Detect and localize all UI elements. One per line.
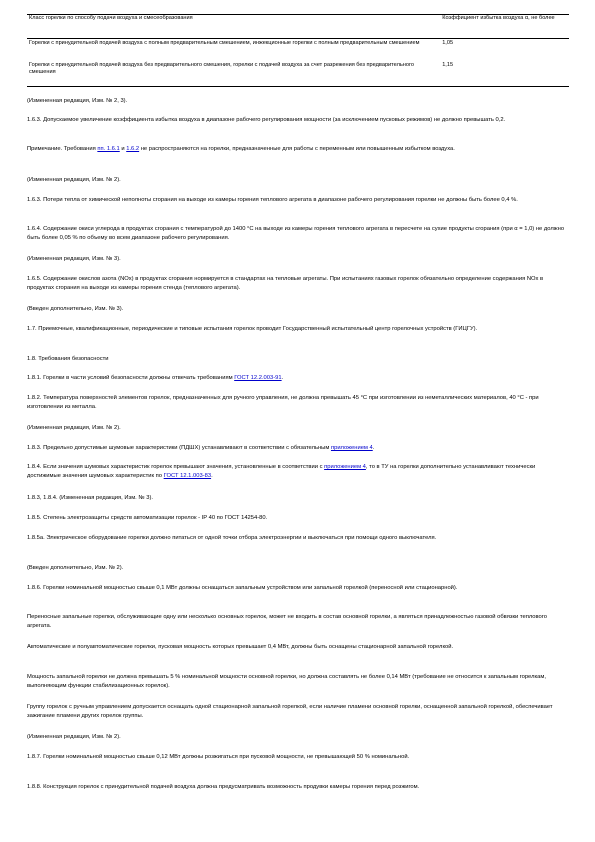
air-excess-table xyxy=(27,14,569,81)
paragraph: 1.6.3. Потери тепла от химической неполноты сгорания на выходе из камеры горения теплового агрегата в диапазоне рабочего регулирования горелки не должны быть более 0,4 %. xyxy=(27,197,518,203)
paragraph: (Измененная редакция, Изм. № 2). xyxy=(27,425,121,431)
paragraph-text: . xyxy=(211,473,213,479)
table-header-class: Класс горелки по способу подачи воздуха и смесеобразования xyxy=(29,15,193,21)
paragraph: 1.8.5. Степень электрозащиты средств автоматизации горелок - IP 40 по ГОСТ 14254-80. xyxy=(27,515,268,521)
note-text: и xyxy=(119,146,127,152)
table-cell-desc: Горелки с принудительной подачей воздуха без предварительного смешения, горелки с подачей воздуха за счет разрежения без предварительного смешения xyxy=(29,62,415,75)
table-row xyxy=(27,61,569,81)
paragraph: 1.8.6. Горелки номинальной мощностью свыше 0,1 МВт должны оснащаться запальным устройством или запальной горелкой (переносной или стационарной). xyxy=(27,585,458,591)
paragraph: (Измененная редакция, Изм. № 3). xyxy=(27,256,121,262)
paragraph: (Измененная редакция, Изм. № 2). xyxy=(27,177,121,183)
table-cell-desc: Горелки с принудительной подачей воздуха с полным предварительным смешением, инжекционные горелки с полным предварительным смешением xyxy=(29,40,420,46)
paragraph-text: . xyxy=(372,445,375,451)
paragraph-text: . xyxy=(281,375,284,381)
paragraph: 1.8.3, 1.8.4. (Измененная редакция, Изм. № 3). xyxy=(27,495,154,501)
paragraph-text: , то в ТУ на горелки дополнительно устанавливают технически достижимые значения шумовых характеристик по xyxy=(27,464,536,479)
paragraph-text: 1.8.4. Если значения шумовых характеристик горелок превышают значения, установленные в соответствии с xyxy=(27,464,325,470)
paragraph: Группу горелок с ручным управлением допускается оснащать одной стационарной запальной горелкой, если наличие пламени основной горелки, оснащенной запальной горелкой, обеспечивает зажигание пламени других горелок группы. xyxy=(27,704,553,719)
paragraph: Автоматические и полуавтоматические горелки, пусковая мощность которых превышает 0,4 МВт, должны быть оснащены стационарной запальной горелкой. xyxy=(27,644,454,650)
paragraph: (Введен дополнительно, Изм. № 2). xyxy=(27,565,124,571)
paragraph-text: 1.8.1. Горелки в части условий безопасности должны отвечать требованиям xyxy=(27,375,235,381)
paragraph: 1.8.8. Конструкция горелок с принудительной подачей воздуха должна предусматривать возможность продувки камеры горения перед розжигом. xyxy=(27,784,420,790)
paragraph: 1.7. Приемочные, квалификационные, периодические и типовые испытания горелок проводит Государственный испытательный центр горелочных устройств (ГИЦГУ). xyxy=(27,326,478,332)
paragraph: 1.6.5. Содержание окислов азота (NOx) в продуктах сгорания нормируется в стандартах на тепловые агрегаты. При испытаниях газовых горелок обязательно определение содержания NOx в продуктах сгорания на выходе из камеры горения стенда (теплового агрегата). xyxy=(27,276,544,291)
paragraph: (Введен дополнительно, Изм. № 3). xyxy=(27,306,124,312)
table-header-row xyxy=(27,14,569,38)
paragraph: Мощность запальной горелки не должна превышать 5 % номинальной мощности основной горелки, но должна составлять не более 0,14 МВт (требование не относится к запальным горелкам, выполняющим функции стабилизационных горелок). xyxy=(27,674,546,689)
paragraph: (Измененная редакция, Изм. № 2). xyxy=(27,734,121,740)
paragraph: 1.8.2. Температура поверхностей элементов горелок, предназначенных для ручного управления, не должна превышать 45 °C при изготовлении из неметаллических материалов, 40 °C - при изготовлении из металла. xyxy=(27,395,539,410)
paragraph: Переносные запальные горелки, обслуживающие одну или несколько основных горелок, может не входить в состав основной горелки, а являться принадлежностью газовой обвязки теплового агрегата. xyxy=(27,614,547,629)
paragraph: (Измененная редакция, Изм. № 2, 3). xyxy=(27,98,128,104)
paragraph xyxy=(27,463,567,481)
table-cell-value: 1,15 xyxy=(442,62,454,68)
note-paragraph xyxy=(27,145,567,154)
paragraph: 1.8.7. Горелки номинальной мощностью свыше 0,12 МВт должны розжигаться при пусковой мощности, не превышающей 50 % номинальной. xyxy=(27,754,410,760)
paragraph: 1.8.5а. Электрическое оборудование горелки должно питаться от одной точки отбора электроэнергии и выключаться при помощи одного выключателя. xyxy=(27,535,437,541)
link-gost-12-2-003[interactable]: ГОСТ 12.2.003-91 xyxy=(234,375,282,381)
paragraph xyxy=(27,374,567,383)
section-heading: 1.8. Требования безопасности xyxy=(27,356,109,362)
table-row xyxy=(27,38,569,61)
paragraph: 1.6.3. Допускаемое увеличение коэффициента избытка воздуха в диапазоне рабочего регулирования мощности (за исключением пусковых режимов) не должно превышать 0,2. xyxy=(27,117,506,123)
link-appendix-4[interactable]: приложением 4 xyxy=(324,464,366,470)
table-header-coefficient: Коэффициент избытка воздуха α, не более xyxy=(442,15,555,21)
table-bottom-rule xyxy=(27,86,569,87)
paragraph xyxy=(27,444,567,453)
note-text: не распространяются на горелки, предназначенные для работы с переменным или повышенным избытком воздуха. xyxy=(139,146,455,152)
paragraph: 1.6.4. Содержание окиси углерода в продуктах сгорания с температурой до 1400 °C на выходе из камеры горения теплового агрегата в пересчете на сухие продукты сгорания (при α = 1,0) не должно быть более 0,05 % по объему во всем диапазоне рабочего регулирования. xyxy=(27,226,565,241)
note-text: Примечание. Требования xyxy=(27,146,98,152)
link-gost-12-1-003[interactable]: ГОСТ 12.1.003-83 xyxy=(163,473,212,479)
link-p161[interactable]: пп. 1.6.1 xyxy=(97,146,120,152)
link-p162[interactable]: 1.6.2 xyxy=(126,146,140,152)
table-header-rule xyxy=(27,38,569,39)
link-appendix-4[interactable]: приложением 4 xyxy=(330,445,373,451)
paragraph-text: 1.8.3. Предельно допустимые шумовые характеристики (ПДШХ) устанавливают в соответствии с обязательным xyxy=(27,445,331,451)
table-cell-value: 1,05 xyxy=(442,40,454,46)
